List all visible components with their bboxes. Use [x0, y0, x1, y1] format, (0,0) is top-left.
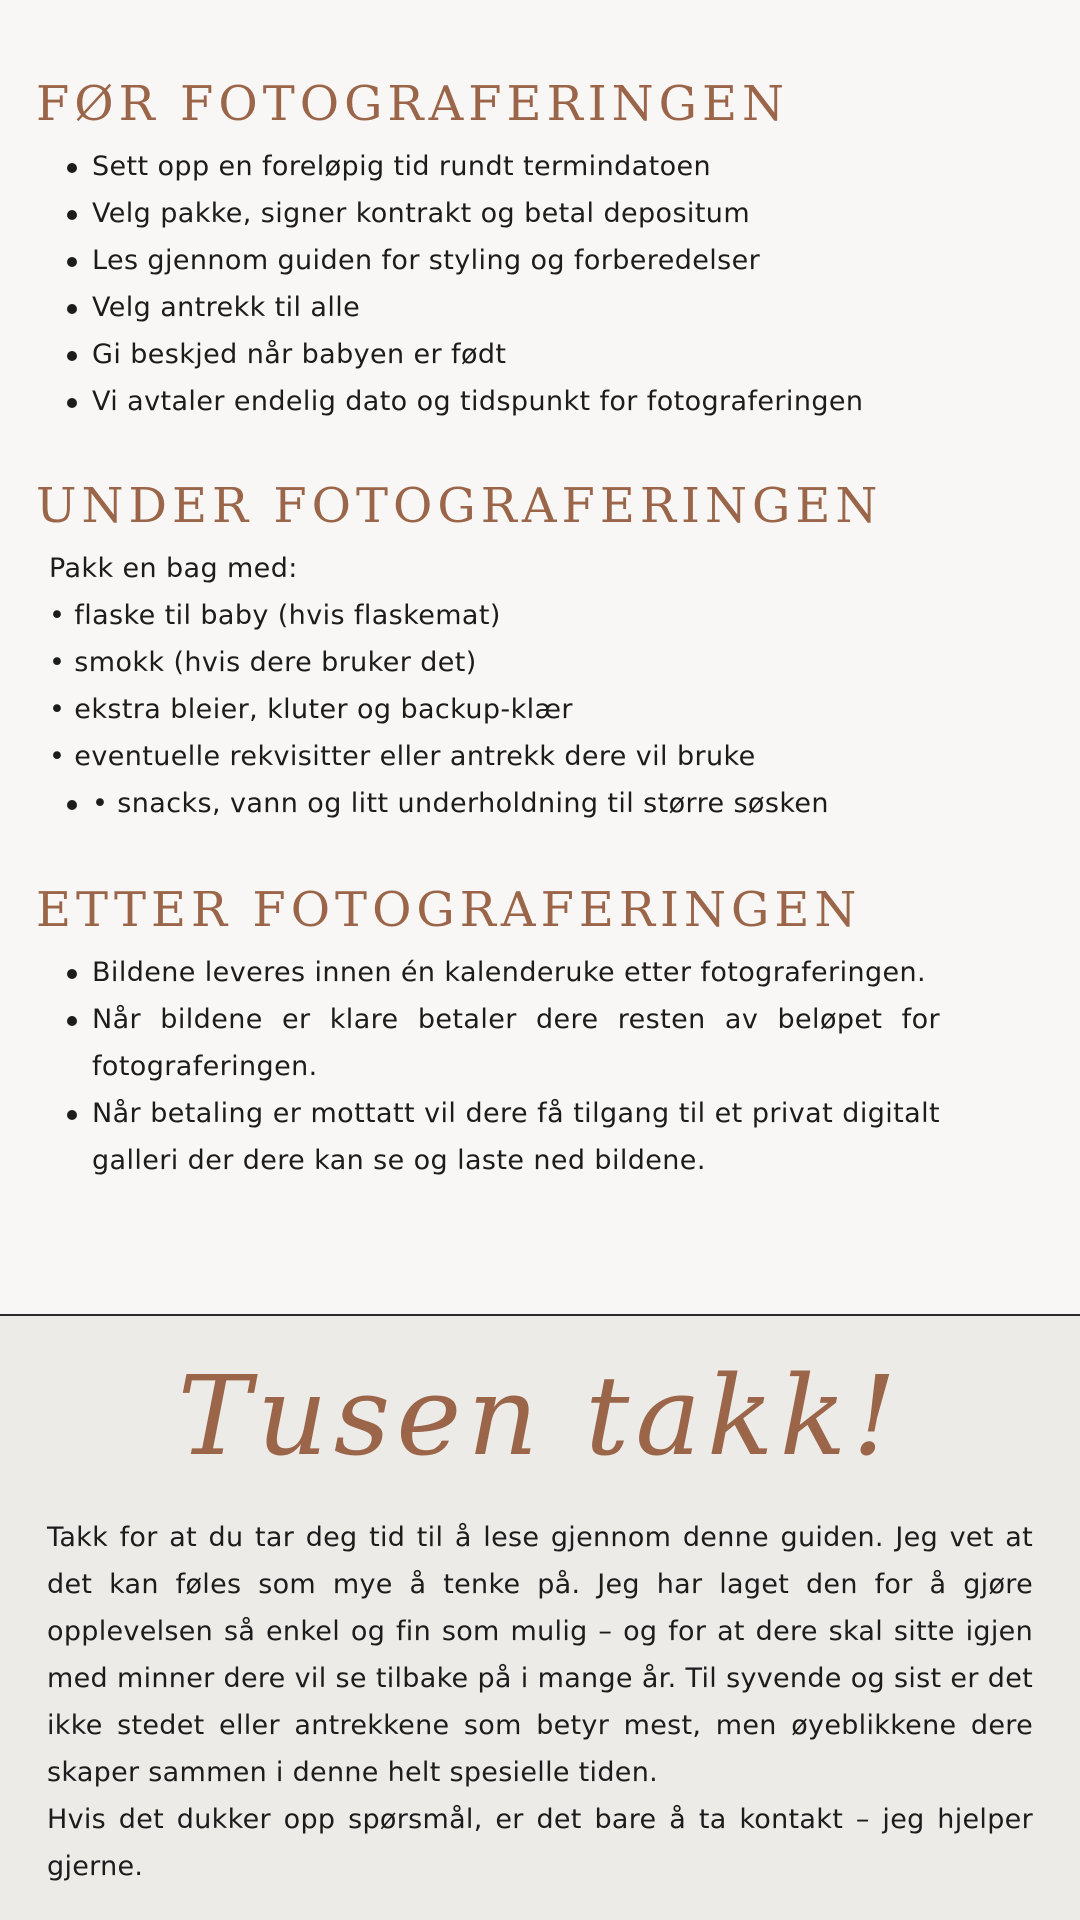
list-item: Velg pakke, signer kontrakt og betal depositum: [0, 190, 1080, 237]
list-item: • eventuelle rekvisitter eller antrekk dere vil bruke: [49, 741, 756, 772]
before-list: [0, 143, 1080, 425]
packing-list: [49, 545, 829, 827]
contact-paragraph: Hvis det dukker opp spørsmål, er det bare å ta kontakt – jeg hjelper gjerne.: [47, 1804, 1033, 1882]
list-item: • flaske til baby (hvis flaskemat): [49, 600, 501, 631]
list-item: • smokk (hvis dere bruker det): [49, 647, 477, 678]
thank-you-script-title: Tusen takk!: [177, 1352, 903, 1480]
list-item: Velg antrekk til alle: [0, 284, 1080, 331]
before-heading: FØR FOTOGRAFERINGEN: [36, 76, 790, 132]
list-item: Vi avtaler endelig dato og tidspunkt for fotograferingen: [0, 378, 1080, 425]
list-item: • ekstra bleier, kluter og backup-klær: [49, 694, 573, 725]
list-item: Når bildene er klare betaler dere resten av beløpet for fotograferingen.: [0, 996, 940, 1090]
after-list: [0, 949, 1080, 1184]
thank-you-paragraph: Takk for at du tar deg tid til å lese gjennom denne guiden. Jeg vet at det kan føles som mye å tenke på. Jeg har laget den for å gjøre opplevelsen så enkel og fin som mulig – og for at dere skal sitte igjen med minner dere vil se tilbake på i mange år. Til syvende og sist er det ikke stedet eller antrekkene som betyr mest, men øyeblikkene dere skaper sammen i denne helt spesielle tiden.: [47, 1522, 1033, 1788]
list-item: Les gjennom guiden for styling og forberedelser: [0, 237, 1080, 284]
list-item: Bildene leveres innen én kalenderuke etter fotograferingen.: [0, 949, 1080, 996]
during-heading: UNDER FOTOGRAFERINGEN: [36, 478, 883, 534]
after-heading: ETTER FOTOGRAFERINGEN: [36, 882, 862, 938]
list-item: • snacks, vann og litt underholdning til større søsken: [49, 780, 829, 827]
list-item: Sett opp en foreløpig tid rundt termindatoen: [0, 143, 1080, 190]
list-item: Gi beskjed når babyen er født: [0, 331, 1080, 378]
thank-you-text: [47, 1514, 1033, 1890]
list-item: Når betaling er mottatt vil dere få tilgang til et privat digitalt galleri der dere kan se og laste ned bildene.: [0, 1090, 940, 1184]
packing-intro: Pakk en bag med:: [49, 553, 298, 584]
